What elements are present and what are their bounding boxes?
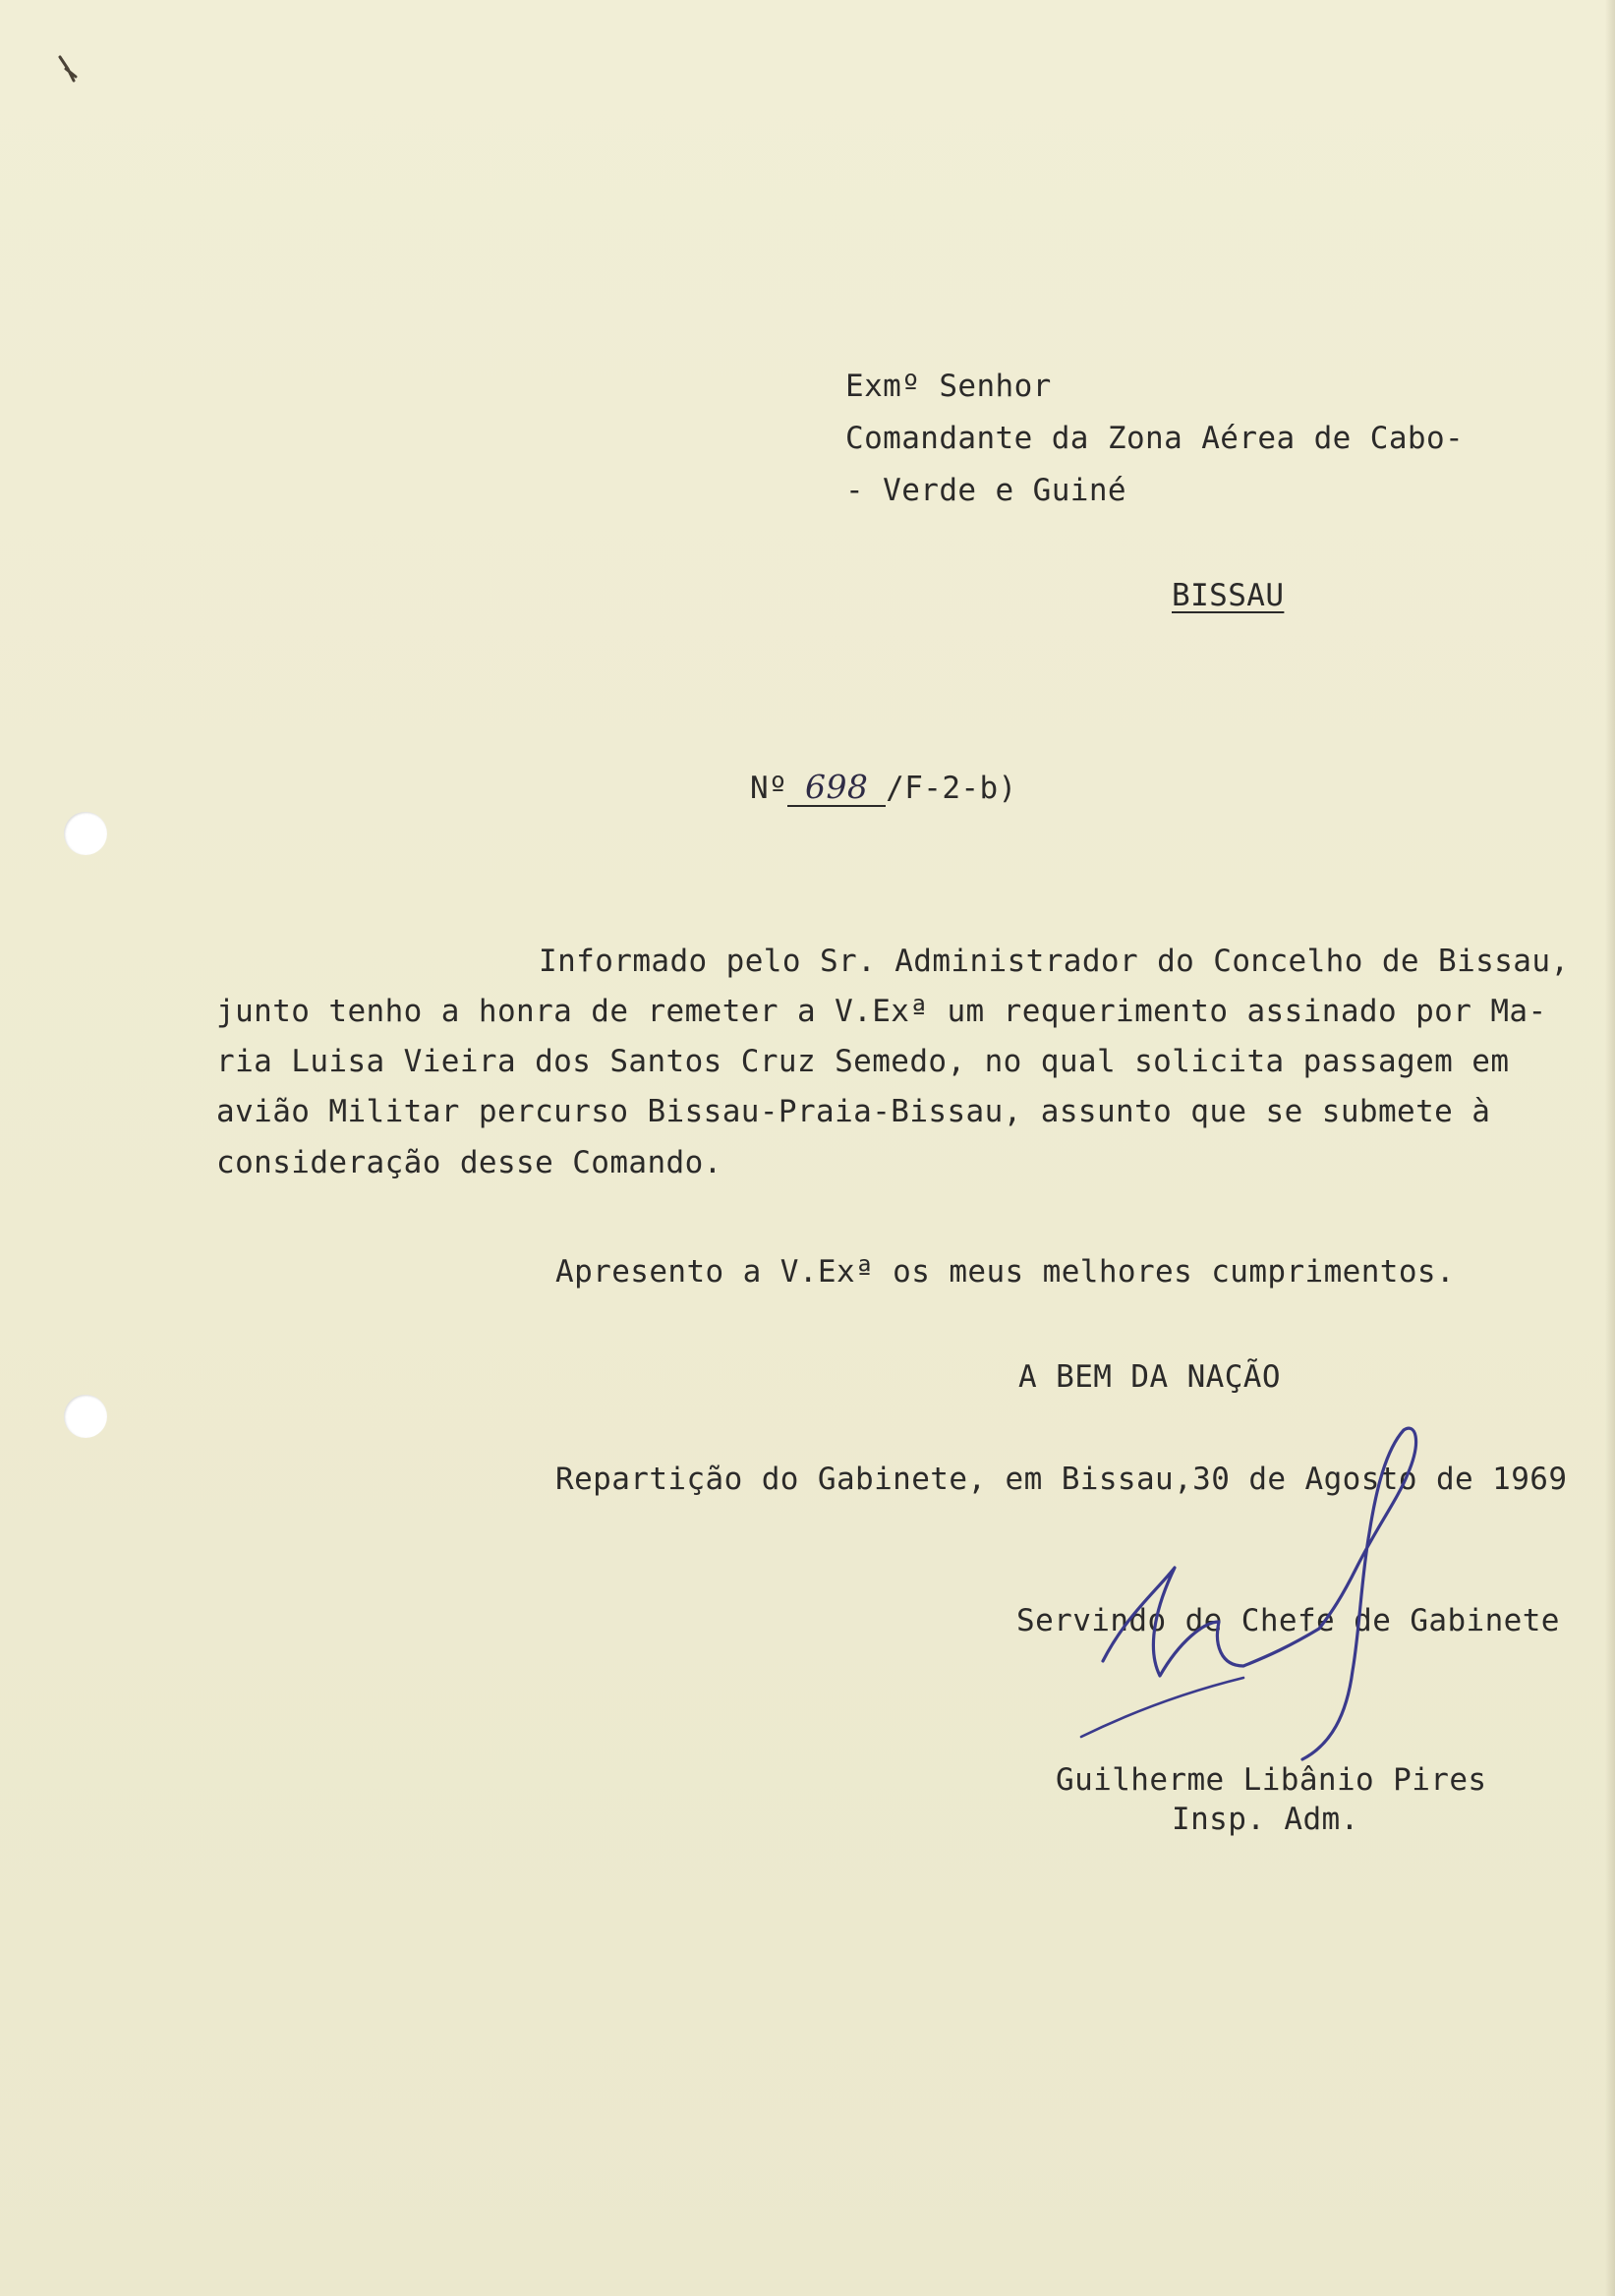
body-line-5: consideração desse Comando.	[216, 1145, 722, 1180]
reference-handwritten-number: 698	[787, 771, 886, 807]
place-and-date: Repartição do Gabinete, em Bissau,30 de Agosto de 1969	[555, 1462, 1568, 1497]
signatory-role: Servindo de Chefe de Gabinete	[1016, 1603, 1560, 1638]
reference-number	[750, 768, 1017, 807]
addressee-title-continuation: - Verde e Guiné	[845, 473, 1126, 508]
signatory-name: Guilherme Libânio Pires	[1056, 1762, 1487, 1798]
punch-hole-bottom	[64, 1395, 107, 1438]
body-line-1: Informado pelo Sr. Administrador do Concelho de Bissau,	[539, 944, 1570, 979]
body-line-3: ria Luisa Vieira dos Santos Cruz Semedo, no qual solicita passagem em	[216, 1044, 1510, 1079]
reference-prefix: Nº	[750, 771, 788, 806]
addressee-city: BISSAU	[1172, 578, 1285, 613]
addressee-title-line: Comandante da Zona Aérea de Cabo-	[845, 421, 1465, 456]
punch-hole-top	[64, 812, 107, 855]
page-edge-shadow	[1605, 0, 1615, 2296]
greeting-line: Apresento a V.Exª os meus melhores cumprimentos.	[555, 1254, 1456, 1290]
signatory-title: Insp. Adm.	[1172, 1802, 1359, 1837]
closing-motto: A BEM DA NAÇÃO	[1018, 1359, 1281, 1395]
addressee-salutation: Exmº Senhor	[845, 369, 1052, 404]
reference-suffix: /F-2-b)	[886, 771, 1017, 806]
body-line-2: junto tenho a honra de remeter a V.Exª um requerimento assinado por Ma-	[216, 994, 1547, 1029]
handwritten-signature	[1032, 1420, 1583, 1798]
paper-stain-mark	[54, 51, 93, 100]
body-line-4: avião Militar percurso Bissau-Praia-Bissau, assunto que se submete à	[216, 1094, 1491, 1129]
